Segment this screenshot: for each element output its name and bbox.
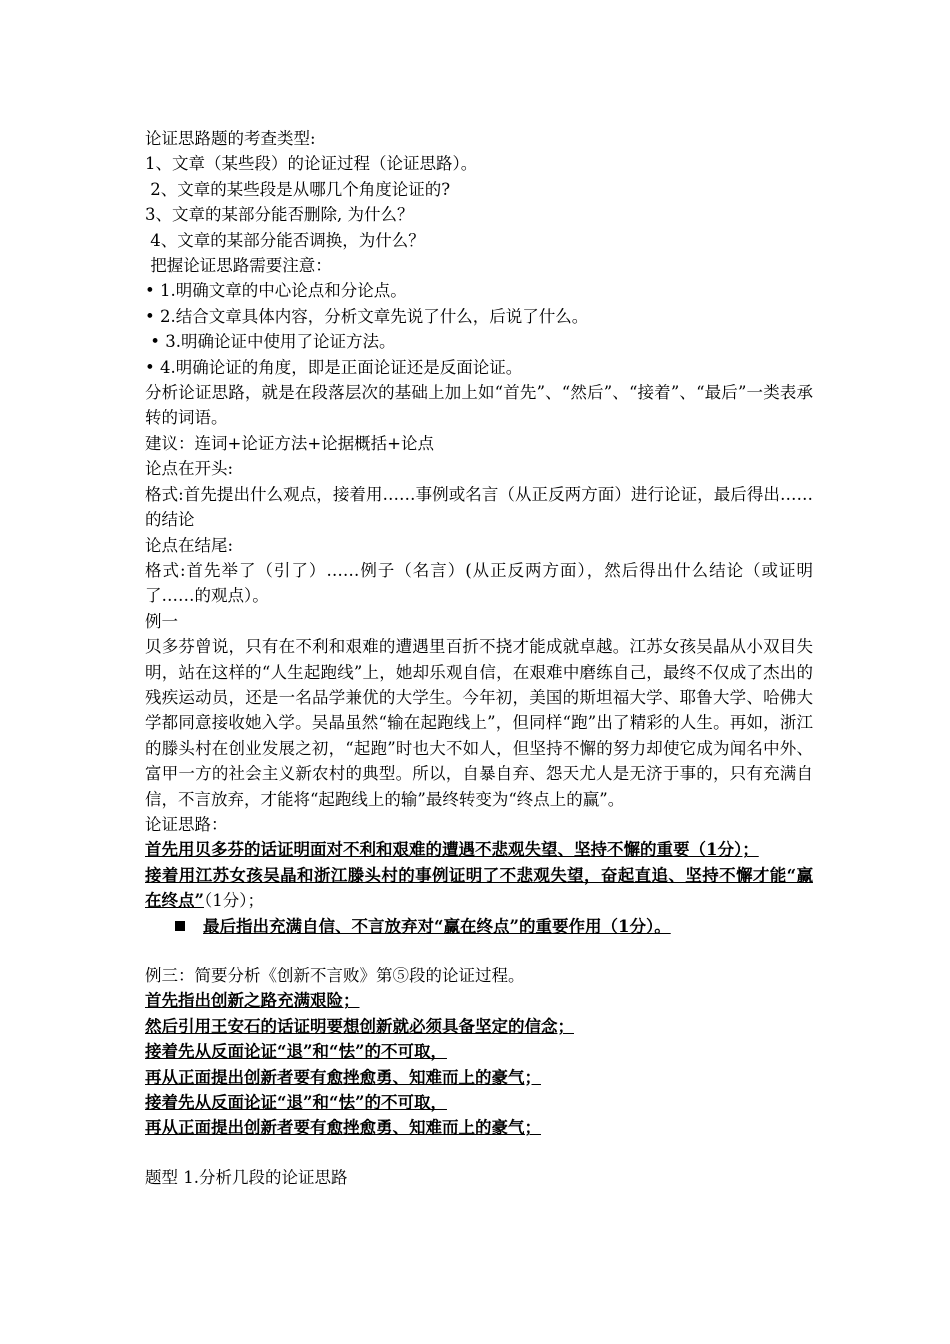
question-type-line: 题型 1.分析几段的论证思路: [145, 1167, 348, 1187]
end-label: 论点在结尾:: [145, 535, 234, 555]
example1-passage: 贝多芬曾说，只有在不利和艰难的遭遇里百折不挠才能成就卓越。江苏女孩吴晶从小双目失明，站在这样的“人生起跑线”上，她却乐观自信，在艰难中磨练自己，最终不仅成了杰出的残疾运动员，还是一名品学兼优的大学生。今年初，美国的斯坦福大学、耶鲁大学、哈佛大学都同意接收她入学。吴晶虽然“输在起跑线上”，但同样“跑”出了精彩的人生。再如，浙江的滕头村在创业发展之初，“起跑”时也大不如人，但坚持不懈的努力却使它成为闻名中外、富甲一方的社会主义新农村的典型。所以，自暴自弃、怨天尤人是无济于事的，只有充满自信，不言放弃，才能将“起跑线上的输”最终转变为“终点上的赢”。: [145, 637, 813, 809]
example1-answer-label: 论证思路：: [145, 814, 228, 834]
analysis-paragraph: 分析论证思路，就是在段落层次的基础上加上如“首先”、“然后”、“接着”、“最后”一类表承转的词语。: [145, 383, 813, 428]
example1-answer-2: [145, 863, 813, 914]
note-item-2: • 2.结合文章具体内容，分析文章先说了什么，后说了什么。: [145, 306, 589, 326]
example3-line-6: 再从正面提出创新者要有愈挫愈勇、知难而上的豪气；: [145, 1118, 541, 1138]
example1-answer-3: [145, 914, 813, 939]
type-item-3: 3、文章的某部分能否删除, 为什么？: [145, 205, 414, 225]
note-item-1: • 1.明确文章的中心论点和分论点。: [145, 281, 407, 301]
example1-answer-3-text: 最后指出充满自信、不言放弃对“赢在终点”的重要作用（1分）。: [203, 916, 671, 936]
example3-line-1: 首先指出创新之路充满艰险；: [145, 991, 360, 1011]
spacer: [145, 1141, 813, 1165]
example3-line-3: 接着先从反面论证“退”和“怯”的不可取，: [145, 1042, 447, 1062]
document-page: [145, 126, 813, 1190]
spacer: [145, 939, 813, 963]
end-format: 格式:首先举了（引了）……例子（名言）(从正反两方面），然后得出什么结论（或证明了……的观点）。: [145, 560, 813, 606]
suggestion-line: 建议：连词+论证方法+论据概括+论点: [145, 433, 434, 453]
type-item-4: 4、文章的某部分能否调换，为什么？: [145, 230, 425, 250]
example3-line-5: 接着先从反面论证“退”和“怯”的不可取，: [145, 1093, 447, 1113]
example3-line-2: 然后引用王安石的话证明要想创新就必须具备坚定的信念；: [145, 1016, 574, 1036]
note-item-4: • 4.明确论证的角度，即是正面论证还是反面论证。: [145, 357, 523, 377]
example1-title: 例一: [145, 611, 178, 631]
start-format: 格式:首先提出什么观点，接着用……事例或名言（从正反两方面）进行论证，最后得出……的结论: [145, 484, 813, 530]
note-item-3: • 3.明确论证中使用了论证方法。: [145, 332, 396, 352]
start-label: 论点在开头:: [145, 459, 234, 479]
example1-answer-2-score: （1分）；: [204, 891, 264, 911]
notes-heading: 把握论证思路需要注意：: [145, 256, 332, 276]
type-item-2: 2、文章的某些段是从哪几个角度论证的?: [145, 179, 451, 199]
example3-title: 例三：简要分析《创新不言败》第⑤段的论证过程。: [145, 966, 525, 985]
type-item-1: 1、文章（某些段）的论证过程（论证思路）。: [145, 154, 478, 174]
square-bullet-icon: [175, 921, 185, 931]
example1-answer-1: 首先用贝多芬的话证明面对不利和艰难的遭遇不悲观失望、坚持不懈的重要（1分）；: [145, 840, 759, 860]
example3-line-4: 再从正面提出创新者要有愈挫愈勇、知难而上的豪气；: [145, 1067, 541, 1087]
example1-answer-2-main: 接着用江苏女孩吴晶和浙江滕头村的事例证明了不悲观失望，奋起直追、坚持不懈才能“赢在终点”: [145, 865, 813, 911]
section-heading: 论证思路题的考查类型:: [145, 129, 316, 148]
